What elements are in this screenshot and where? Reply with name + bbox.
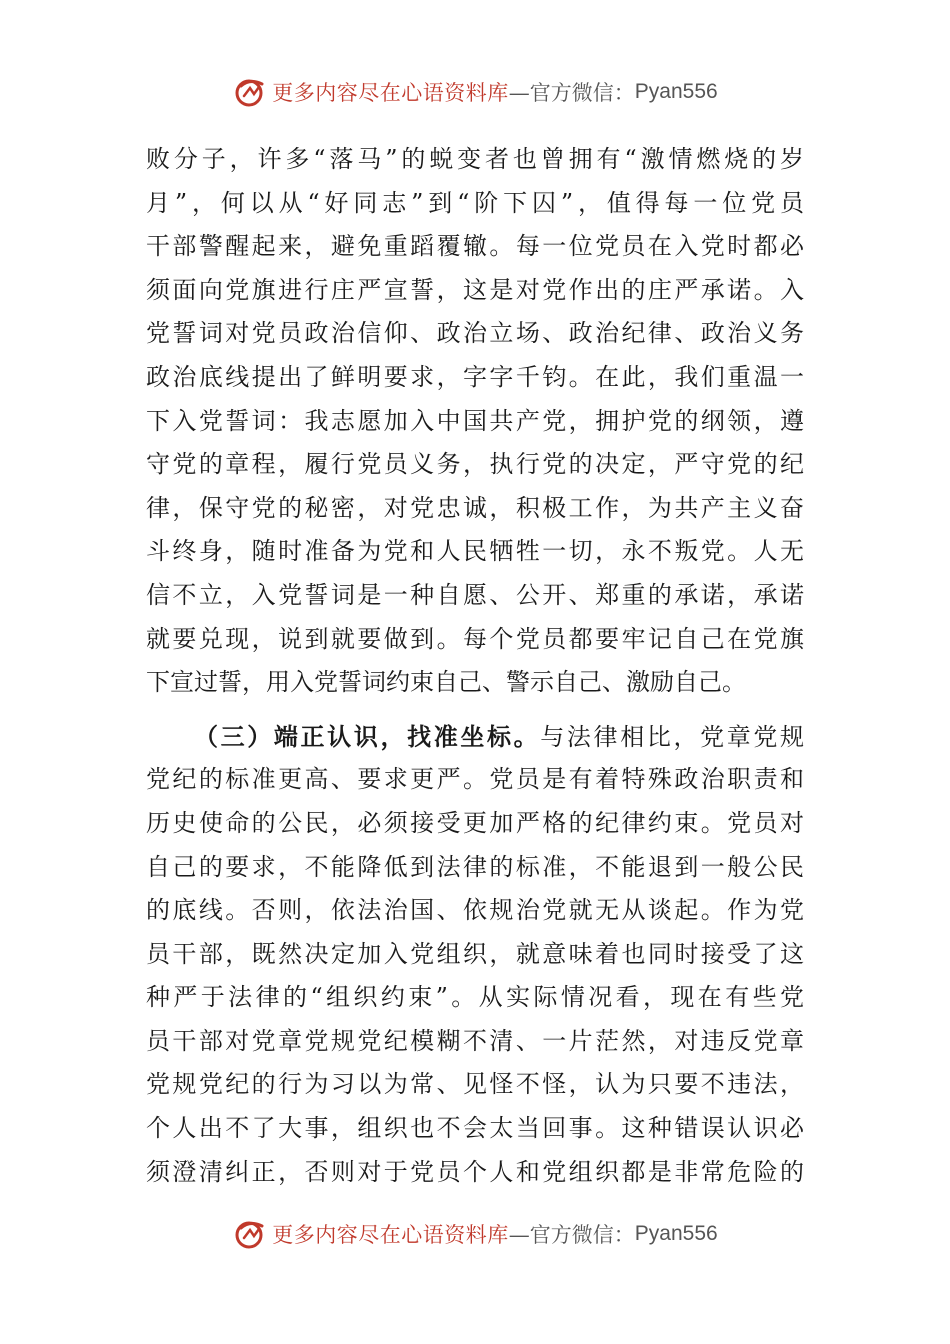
banner-separator: —官方微信： (508, 81, 635, 105)
text-line: 信不立，入党誓词是一种自愿、公开、郑重的承诺，承诺 (146, 580, 804, 609)
header-watermark (0, 72, 950, 112)
text-line-first (146, 715, 804, 759)
text-line: 下入党誓词：我志愿加入中国共产党，拥护党的纲领，遵 (146, 406, 804, 435)
text-line: 党誓词对党员政治信仰、政治立场、政治纪律、政治义务 (146, 319, 804, 348)
text-line: 个人出不了大事，组织也不会太当回事。这种错误认识必 (146, 1114, 804, 1143)
text-line: 败分子，许多“落马”的蜕变者也曾拥有“激情燃烧的岁 (146, 145, 804, 173)
text-line: 守党的章程，履行党员义务，执行党的决定，严守党的纪 (146, 450, 804, 479)
text-line: 就要兑现，说到就要做到。每个党员都要牢记自己在党旗 (146, 624, 804, 653)
text-line: 月”，何以从“好同志”到“阶下囚”，值得每一位党员 (146, 188, 804, 217)
text-line: 员干部，既然决定加入党组织，就意味着也同时接受了这 (146, 939, 804, 968)
logo-icon (232, 1216, 268, 1252)
text-line: 须澄清纠正，否则对于党员个人和党组织都是非常危险的 (146, 1157, 804, 1186)
text-line: 历史使命的公民，必须接受更加严格的纪律约束。党员对 (146, 808, 804, 837)
text-line: 党规党纪的行为习以为常、见怪不怪，认为只要不违法， (146, 1070, 804, 1099)
section-heading: （三）端正认识，找准坐标。 (194, 721, 541, 751)
banner-title: 更多内容尽在心语资料库 (272, 81, 509, 105)
document-body (146, 138, 804, 1194)
text-line: 党纪的标准更高、要求更严。党员是有着特殊政治职责和 (146, 765, 804, 794)
text-line: 员干部对党章党规党纪模糊不清、一片茫然，对违反党章 (146, 1026, 804, 1055)
text-line: 干部警醒起来，避免重蹈覆辙。每一位党员在入党时都必 (146, 232, 804, 261)
heading-rest: 与法律相比，党章党规 (540, 722, 805, 751)
text-line: 的底线。否则，依法治国、依规治党就无从谈起。作为党 (146, 896, 804, 925)
banner-wechat-id: Pyan556 (634, 80, 718, 103)
text-line: 自己的要求，不能降低到法律的标准，不能退到一般公民 (146, 852, 804, 881)
banner-separator: —官方微信： (508, 1223, 635, 1247)
text-line: 下宣过誓，用入党誓词约束自己、警示自己、激励自己。 (146, 668, 746, 697)
logo-icon (232, 74, 268, 110)
banner-title: 更多内容尽在心语资料库 (272, 1223, 509, 1247)
banner-wechat-id: Pyan556 (634, 1222, 718, 1245)
text-line: 律，保守党的秘密，对党忠诚，积极工作，为共产主义奋 (146, 493, 804, 522)
text-line: 种严于法律的“组织约束”。从实际情况看，现在有些党 (146, 983, 804, 1012)
text-line: 须面向党旗进行庄严宣誓，这是对党作出的庄严承诺。入 (146, 275, 804, 304)
text-line: 斗终身，随时准备为党和人民牺牲一切，永不叛党。人无 (146, 537, 804, 566)
text-line: 政治底线提出了鲜明要求，字字千钧。在此，我们重温一 (146, 362, 804, 391)
paragraph-1 (146, 138, 804, 705)
paragraph-2 (146, 715, 804, 1195)
footer-watermark (0, 1214, 950, 1254)
